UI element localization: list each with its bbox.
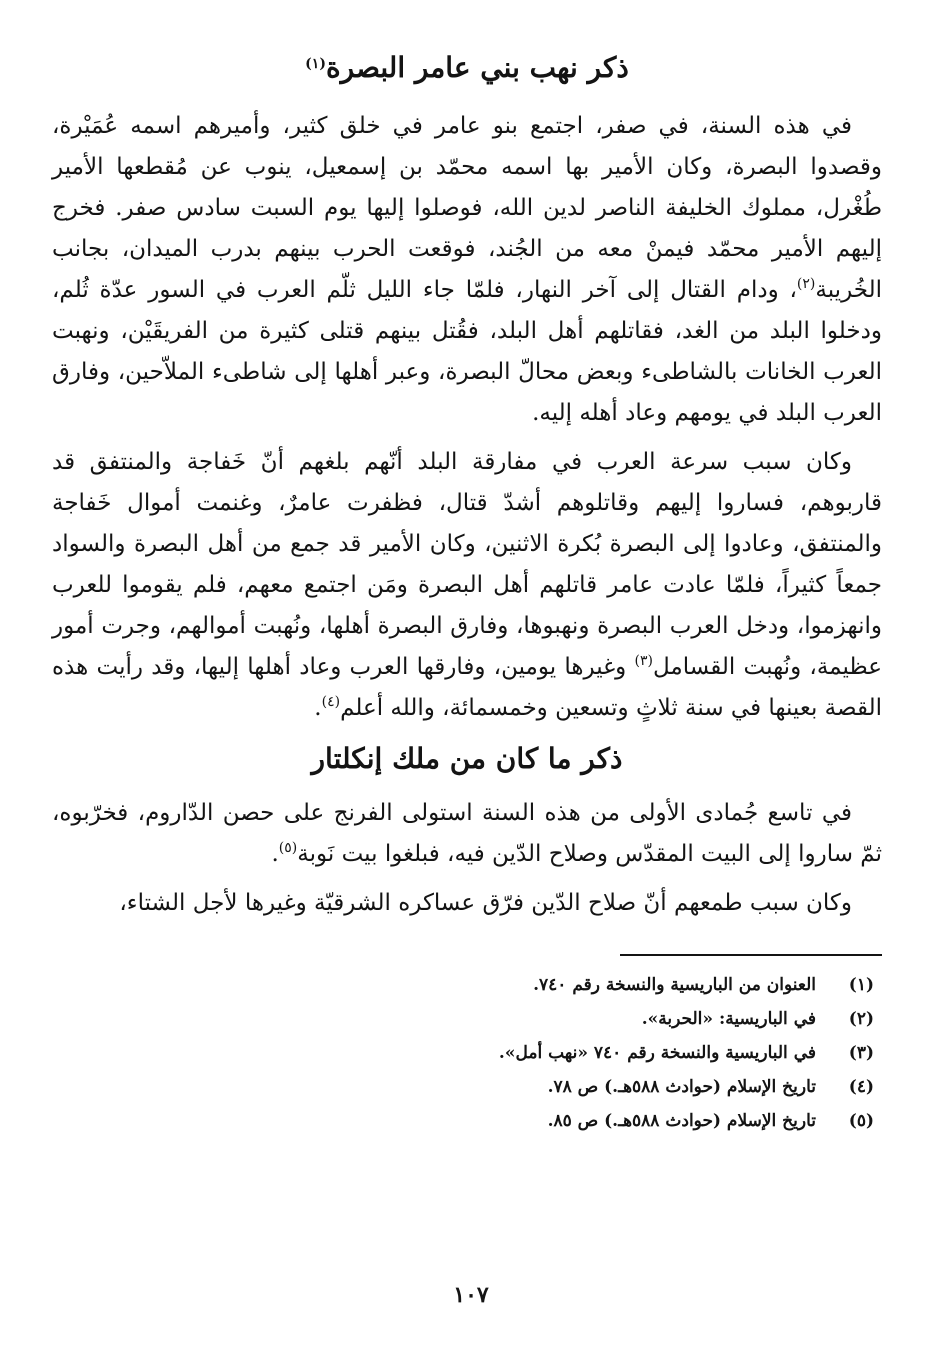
footnote-text: تاريخ الإسلام (حوادث ٥٨٨هـ.) ص ٧٨. xyxy=(547,1077,816,1097)
paragraph: وكان سبب سرعة العرب في مفارقة البلد أنّهم بلغهم أنّ خَفاجة والمنتفق قد قاربوهم، فساروا إليهم وقاتلوهم أشدّ قتال، فظفرت عامرٌ، وغنمت أموال خَفاجة والمنتفق، وعادوا إلى البصرة بُكرة الاثنين، وكان الأمير قد جمع من أهل البصرة والسواد جمعاً كثيراً، فلمّا عادت عامر قاتلهم أهل البصرة ومَن اجتمع معهم، فلم يقوموا للعرب وانهزموا، ودخل العرب البصرة ونهبوها، وفارق البصرة أهلها، ونُهبت أموالهم، وجرت أمور عظيمة، ونُهبت القسامل$^{(٣)}$ وغيرها يومين، وفارقها العرب وعاد أهلها إليها، وقد رأيت هذه القصة بعينها في سنة ثلاثٍ وتسعين وخمسمائة، والله أعلم$^{(٤)}$. xyxy=(52,449,883,721)
footnotes-list xyxy=(52,968,882,1138)
footnote-item xyxy=(52,1036,874,1070)
footnote-mark: (٤) xyxy=(848,1077,874,1097)
footnote-text: تاريخ الإسلام (حوادث ٥٨٨هـ.) ص ٨٥. xyxy=(547,1111,816,1131)
paragraph: في تاسع جُمادى الأولى من هذه السنة استولى الفرنج على حصن الدّاروم، فخرّبوه، ثمّ ساروا إلى البيت المقدّس وصلاح الدّين فيه، فبلغوا بيت نَوبة$^{(٥)}$. xyxy=(52,800,882,867)
footnote-item xyxy=(52,1104,874,1138)
heading-footnote-ref[interactable]: (١) xyxy=(305,56,326,72)
section-heading: ذكر نهب بني عامر البصرة$^{(١)}$ xyxy=(305,51,629,84)
footnote-mark: (٢) xyxy=(848,1009,874,1029)
footnote-text: في الباريسية والنسخة رقم ٧٤٠ «نهب أمل». xyxy=(498,1043,816,1063)
footnote-item xyxy=(52,1070,874,1104)
footnote-ref[interactable]: (٣) xyxy=(634,653,654,669)
section-heading: ذكر ما كان من ملك إنكلتار xyxy=(311,742,623,775)
footnote-text: في الباريسية: «الحربة». xyxy=(641,1009,816,1029)
footnote-separator xyxy=(620,954,882,956)
footnote-mark: (١) xyxy=(848,975,874,995)
footnote-ref[interactable]: (٥) xyxy=(278,840,298,856)
footnote-ref[interactable]: (٢) xyxy=(796,276,816,292)
paragraph: في هذه السنة، في صفر، اجتمع بنو عامر في خلق كثير، وأميرهم اسمه عُمَيْرة، وقصدوا البصرة، وكان الأمير بها اسمه محمّد بن إسمعيل، ينوب عن مُقطعها الأمير طُغْرل، مملوك الخليفة الناصر لدين الله، فوصلوا إليها يوم السبت سادس صفر. فخرج إليهم الأمير محمّد فيمنْ معه من الجُند، فوقعت الحرب بينهم بدرب الميدان، بجانب الخُريبة$^{(٢)}$، ودام القتال إلى آخر النهار، فلمّا جاء الليل ثلّم العرب في السور عدّة ثُلم، ودخلوا البلد من الغد، فقاتلهم أهل البلد، فقُتل بينهم قتلى كثيرة من الفريقَيْن، ونهبت العرب الخانات بالشاطىء وبعض محالّ البصرة، وعبر أهلها إلى شاطىء الملاّحين، وفارق العرب البلد في يومهم وعاد أهله إليه. xyxy=(52,113,882,426)
paragraph: وكان سبب طمعهم أنّ صلاح الدّين فرّق عساكره الشرقيّة وغيرها لأجل الشتاء، xyxy=(119,890,852,916)
footnote-item xyxy=(52,968,874,1002)
footnote-item xyxy=(52,1002,874,1036)
footnote-mark: (٥) xyxy=(848,1111,874,1131)
footnote-ref[interactable]: (٤) xyxy=(321,694,341,710)
footnote-mark: (٣) xyxy=(848,1043,874,1063)
footnote-text: العنوان من الباريسية والنسخة رقم ٧٤٠. xyxy=(533,975,816,995)
page-number: ١٠٧ xyxy=(453,1282,489,1308)
